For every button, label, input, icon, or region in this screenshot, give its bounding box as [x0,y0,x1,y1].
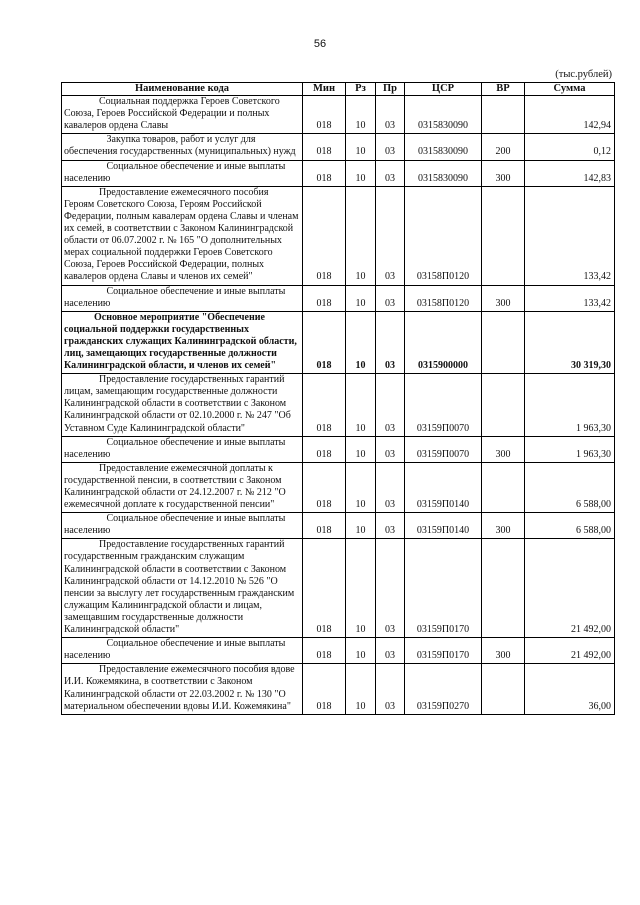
cell-pr: 03 [376,374,405,436]
cell-pr: 03 [376,664,405,714]
cell-csr: 03159П0140 [405,513,482,539]
table-row [62,664,615,714]
cell-sum: 133,42 [525,285,615,311]
cell-csr: 0315900000 [405,311,482,373]
table-row [62,462,615,512]
cell-sum: 142,94 [525,96,615,134]
cell-vr: 300 [482,638,525,664]
cell-sum: 21 492,00 [525,638,615,664]
cell-name: Социальное обеспечение и иные выплаты населению [62,638,303,664]
cell-csr: 03159П0070 [405,374,482,436]
cell-vr [482,539,525,638]
cell-rz: 10 [346,664,376,714]
header-pr: Пр [376,83,405,96]
cell-pr: 03 [376,160,405,186]
cell-name: Закупка товаров, работ и услуг для обеспечения государственных (муниципальных) нужд [62,134,303,160]
cell-sum: 1 963,30 [525,436,615,462]
cell-min: 018 [303,374,346,436]
table-row [62,160,615,186]
cell-min: 018 [303,134,346,160]
cell-vr: 300 [482,436,525,462]
cell-rz: 10 [346,513,376,539]
table-row [62,285,615,311]
cell-vr: 300 [482,160,525,186]
cell-min: 018 [303,96,346,134]
table-row [62,436,615,462]
cell-name: Социальное обеспечение и иные выплаты населению [62,285,303,311]
header-sum: Сумма [525,83,615,96]
cell-csr: 03158П0120 [405,285,482,311]
cell-min: 018 [303,638,346,664]
cell-min: 018 [303,186,346,285]
cell-pr: 03 [376,96,405,134]
cell-min: 018 [303,664,346,714]
cell-rz: 10 [346,96,376,134]
units-label: (тыс.рублей) [555,69,612,80]
cell-pr: 03 [376,462,405,512]
table-row [62,513,615,539]
cell-min: 018 [303,160,346,186]
cell-sum: 142,83 [525,160,615,186]
cell-name: Предоставление государственных гарантий лицам, замещающим государственные должности Калининградской области в соответствии с Законом Калининградской области от 02.10.2000 г. № 247 "Об Уставном Суде Калининградской области" [62,374,303,436]
cell-sum: 133,42 [525,186,615,285]
cell-min: 018 [303,285,346,311]
cell-rz: 10 [346,462,376,512]
cell-pr: 03 [376,285,405,311]
table-row [62,638,615,664]
header-rz: Рз [346,83,376,96]
cell-rz: 10 [346,311,376,373]
cell-csr: 03159П0170 [405,539,482,638]
cell-name: Предоставление ежемесячной доплаты к государственной пенсии, в соответствии с Законом Калининградской области от 24.12.2007 г. № 212 "О ежемесячной доплате к государственной пенсии" [62,462,303,512]
cell-name: Предоставление ежемесячного пособия вдове И.И. Кожемякина, в соответствии с Законом Калининградской области от 22.03.2002 г. № 130 "О материальном обеспечении вдовы И.И. Кожемякина" [62,664,303,714]
cell-vr [482,664,525,714]
cell-csr: 0315830090 [405,134,482,160]
header-csr: ЦСР [405,83,482,96]
cell-csr: 0315830090 [405,160,482,186]
cell-pr: 03 [376,513,405,539]
page-number: 56 [313,38,327,50]
cell-vr [482,96,525,134]
cell-rz: 10 [346,134,376,160]
cell-rz: 10 [346,638,376,664]
cell-name: Предоставление государственных гарантий государственным гражданским служащим Калининградской области в соответствии с Законом Калининградской области от 14.12.2010 № 526 "О пенсии за выслугу лет государственным гражданским служащим Калининградской области и лицам, замещавшим государственные должности Калининградской области" [62,539,303,638]
table-row [62,374,615,436]
cell-pr: 03 [376,311,405,373]
cell-csr: 03159П0140 [405,462,482,512]
cell-min: 018 [303,513,346,539]
cell-csr: 03159П0270 [405,664,482,714]
cell-pr: 03 [376,436,405,462]
table-header-row [62,83,615,96]
cell-name: Предоставление ежемесячного пособия Героям Советского Союза, Героям Российской Федерации, полным кавалерам ордена Славы и членам их семей, в соответствии с Законом Калининградской области от 06.07.2002 г. № 165 "О дополнительных мерах социальной поддержки Героев Советского Союза, Героев Российской Федерации, полных кавалеров ордена Славы и членов их семей" [62,186,303,285]
cell-vr: 300 [482,285,525,311]
cell-name: Социальное обеспечение и иные выплаты населению [62,160,303,186]
cell-min: 018 [303,539,346,638]
table-row [62,96,615,134]
table-row [62,311,615,373]
cell-sum: 36,00 [525,664,615,714]
cell-pr: 03 [376,539,405,638]
cell-rz: 10 [346,160,376,186]
table-row [62,539,615,638]
cell-min: 018 [303,462,346,512]
cell-vr: 200 [482,134,525,160]
cell-vr [482,462,525,512]
cell-sum: 21 492,00 [525,539,615,638]
cell-name: Социальное обеспечение и иные выплаты населению [62,513,303,539]
cell-name: Социальное обеспечение и иные выплаты населению [62,436,303,462]
cell-name: Социальная поддержка Героев Советского Союза, Героев Российской Федерации и полных кавалеров ордена Славы [62,96,303,134]
cell-pr: 03 [376,638,405,664]
table-row [62,134,615,160]
header-name: Наименование кода [62,83,303,96]
header-vr: ВР [482,83,525,96]
cell-pr: 03 [376,134,405,160]
cell-min: 018 [303,311,346,373]
cell-rz: 10 [346,285,376,311]
cell-csr: 03159П0170 [405,638,482,664]
cell-sum: 1 963,30 [525,374,615,436]
cell-vr [482,311,525,373]
cell-csr: 03159П0070 [405,436,482,462]
header-min: Мин [303,83,346,96]
cell-vr [482,374,525,436]
cell-min: 018 [303,436,346,462]
budget-table [61,82,615,715]
cell-sum: 0,12 [525,134,615,160]
cell-sum: 30 319,30 [525,311,615,373]
cell-vr [482,186,525,285]
cell-csr: 03158П0120 [405,186,482,285]
cell-pr: 03 [376,186,405,285]
cell-csr: 0315830090 [405,96,482,134]
cell-rz: 10 [346,186,376,285]
cell-rz: 10 [346,436,376,462]
cell-rz: 10 [346,539,376,638]
cell-rz: 10 [346,374,376,436]
cell-name: Основное мероприятие "Обеспечение социальной поддержки государственных гражданских служащих Калининградской области, лиц, замещающих государственные должности Калининградской области, и членов их семей" [62,311,303,373]
cell-sum: 6 588,00 [525,462,615,512]
cell-sum: 6 588,00 [525,513,615,539]
table-row [62,186,615,285]
cell-vr: 300 [482,513,525,539]
